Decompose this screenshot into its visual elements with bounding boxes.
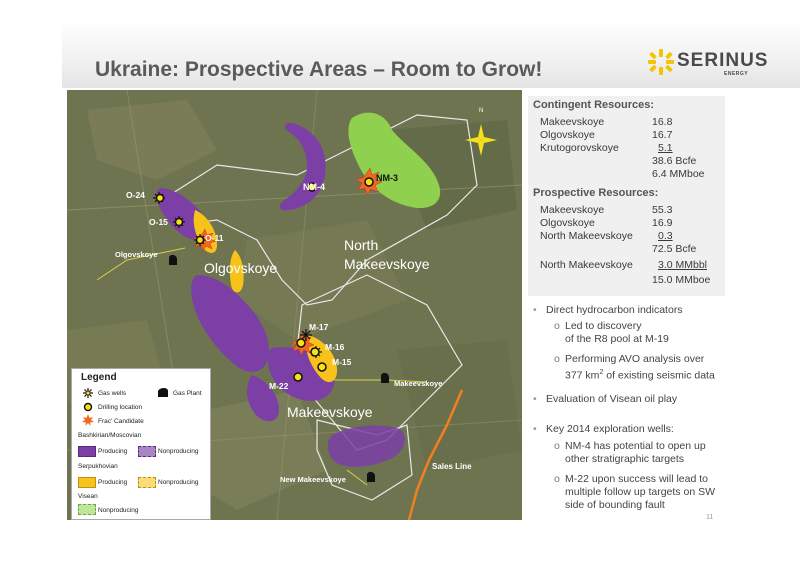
prospective-value-2: 0.3 — [658, 230, 673, 242]
bullet-1: Direct hydrocarbon indicators — [546, 304, 683, 316]
area-label-makeevskoye: Makeevskoye — [287, 404, 373, 420]
prospective-total-mmboe: 15.0 MMboe — [652, 274, 711, 286]
contingent-total-bcfe: 38.6 Bcfe — [652, 155, 697, 167]
prospective-title: Prospective Resources: — [533, 187, 659, 199]
well-label-m22: M-22 — [269, 381, 289, 391]
contingent-total-mmboe: 6.4 MMboe — [652, 168, 705, 180]
legend-swatch-bashkirian-nonproducing — [138, 446, 156, 457]
legend-title: Legend — [81, 372, 117, 383]
bullet-3-sub-1-line-2: other stratigraphic targets — [565, 453, 685, 465]
sales-line-label: Sales Line — [432, 462, 472, 471]
bullet-dot-2: • — [533, 393, 537, 405]
north-makeevskoye-oil-value: 3.0 MMbbl — [658, 259, 708, 271]
legend-nonproducing-2: Nonproducing — [158, 479, 199, 486]
page-number: 11 — [706, 514, 714, 521]
contingent-name-1: Olgovskoye — [540, 129, 595, 141]
legend-nonproducing-3: Nonproducing — [98, 507, 139, 514]
plant-label-new-makeevskoye: New Makeevskoye — [280, 475, 346, 484]
contingent-value-1: 16.7 — [652, 129, 673, 141]
prospective-total-bcfe: 72.5 Bcfe — [652, 243, 697, 255]
logo-sub: ENERGY — [724, 71, 749, 77]
area-label-olgovskoye: Olgovskoye — [204, 260, 278, 276]
bullet-3-sub-2-line-1: M-22 upon success will lead to — [565, 473, 708, 485]
well-label-m17: M-17 — [309, 322, 329, 332]
legend-visean: Visean — [78, 493, 98, 500]
frac-candidate-legend-icon — [82, 414, 94, 426]
prospective-name-0: Makeevskoye — [540, 204, 605, 216]
page-title: Ukraine: Prospective Areas – Room to Grow! — [95, 58, 543, 81]
bullet-1-sub-2-line-2 — [565, 366, 715, 383]
legend-producing-2: Producing — [98, 479, 128, 486]
area-label-north-makeevskoye: Makeevskoye — [344, 256, 430, 272]
well-label-m16: M-16 — [325, 342, 345, 352]
well-label-nm4: NM-4 — [303, 182, 325, 192]
resources-panel — [528, 96, 725, 296]
legend-serpukhovian: Serpukhovian — [78, 463, 118, 470]
seismic-area-value: 377 km — [565, 369, 600, 382]
legend-swatch-serpukhovian-producing — [78, 477, 96, 488]
bullet-3-sub-2-line-3: side of bounding fault — [565, 499, 665, 511]
bullet-1-sub-1-line-2: of the R8 pool at M-19 — [565, 333, 669, 345]
gas-well-legend-icon — [82, 387, 94, 399]
sub-dot-3: o — [554, 440, 560, 452]
bullet-1-sub-2-line-1: Performing AVO analysis over — [565, 353, 705, 365]
well-label-o15: O-15 — [149, 217, 168, 227]
well-label-nm3: NM-3 — [376, 173, 398, 183]
contingent-name-2: Krutogorovskoye — [540, 142, 619, 154]
legend-frac-candidate: Frac' Candidate — [98, 418, 144, 425]
contingent-name-0: Makeevskoye — [540, 116, 605, 128]
legend-producing-1: Producing — [98, 448, 128, 455]
legend-bashkirian: Bashkirian/Moscovian — [78, 432, 142, 439]
drilling-location-legend-icon — [83, 402, 93, 412]
seismic-area-superscript: 2 — [599, 369, 604, 376]
prospective-value-0: 55.3 — [652, 204, 673, 216]
serinus-sun-icon — [647, 48, 675, 76]
plant-label-olgovskoye: Olgovskoye — [115, 250, 158, 259]
legend-nonproducing-1: Nonproducing — [158, 448, 199, 455]
legend-gas-plant: Gas Plant — [173, 390, 202, 397]
bullet-2: Evaluation of Visean oil play — [546, 393, 678, 405]
sub-dot-2: o — [554, 353, 560, 365]
seismic-area-suffix: of existing seismic data — [603, 369, 715, 382]
bullet-1-sub-1-line-1: Led to discovery — [565, 320, 642, 332]
sub-dot-4: o — [554, 473, 560, 485]
bullet-dot-1: • — [533, 304, 537, 316]
bullet-dot-3: • — [533, 423, 537, 435]
prospective-name-2: North Makeevskoye — [540, 230, 633, 242]
contingent-value-0: 16.8 — [652, 116, 673, 128]
bullet-3-sub-2-line-2: multiple follow up targets on SW — [565, 486, 715, 498]
prospective-value-1: 16.9 — [652, 217, 673, 229]
plant-label-makeevskoye: Makeevskoye — [394, 379, 443, 388]
bullet-3: Key 2014 exploration wells: — [546, 423, 674, 435]
prospective-name-1: Olgovskoye — [540, 217, 595, 229]
legend-swatch-bashkirian-producing — [78, 446, 96, 457]
legend-swatch-visean-nonproducing — [78, 504, 96, 515]
compass-n-label: N — [479, 108, 484, 114]
well-label-o24: O-24 — [126, 190, 145, 200]
bullet-3-sub-1-line-1: NM-4 has potential to open up — [565, 440, 706, 452]
legend-gas-wells: Gas wells — [98, 390, 127, 397]
area-label-north: North — [344, 237, 379, 253]
serinus-logo — [647, 50, 767, 76]
contingent-title: Contingent Resources: — [533, 99, 655, 111]
sub-dot-1: o — [554, 320, 560, 332]
map-legend — [71, 368, 211, 520]
legend-swatch-serpukhovian-nonproducing — [138, 477, 156, 488]
north-makeevskoye-oil-name: North Makeevskoye — [540, 259, 633, 271]
well-label-m15: M-15 — [332, 357, 352, 367]
contingent-value-2: 5.1 — [658, 142, 673, 154]
logo-word: SERINUS — [677, 50, 769, 71]
gas-plant-legend-icon — [157, 387, 169, 397]
legend-drilling-location: Drilling location — [98, 404, 143, 411]
well-label-o11: O-11 — [205, 233, 224, 243]
